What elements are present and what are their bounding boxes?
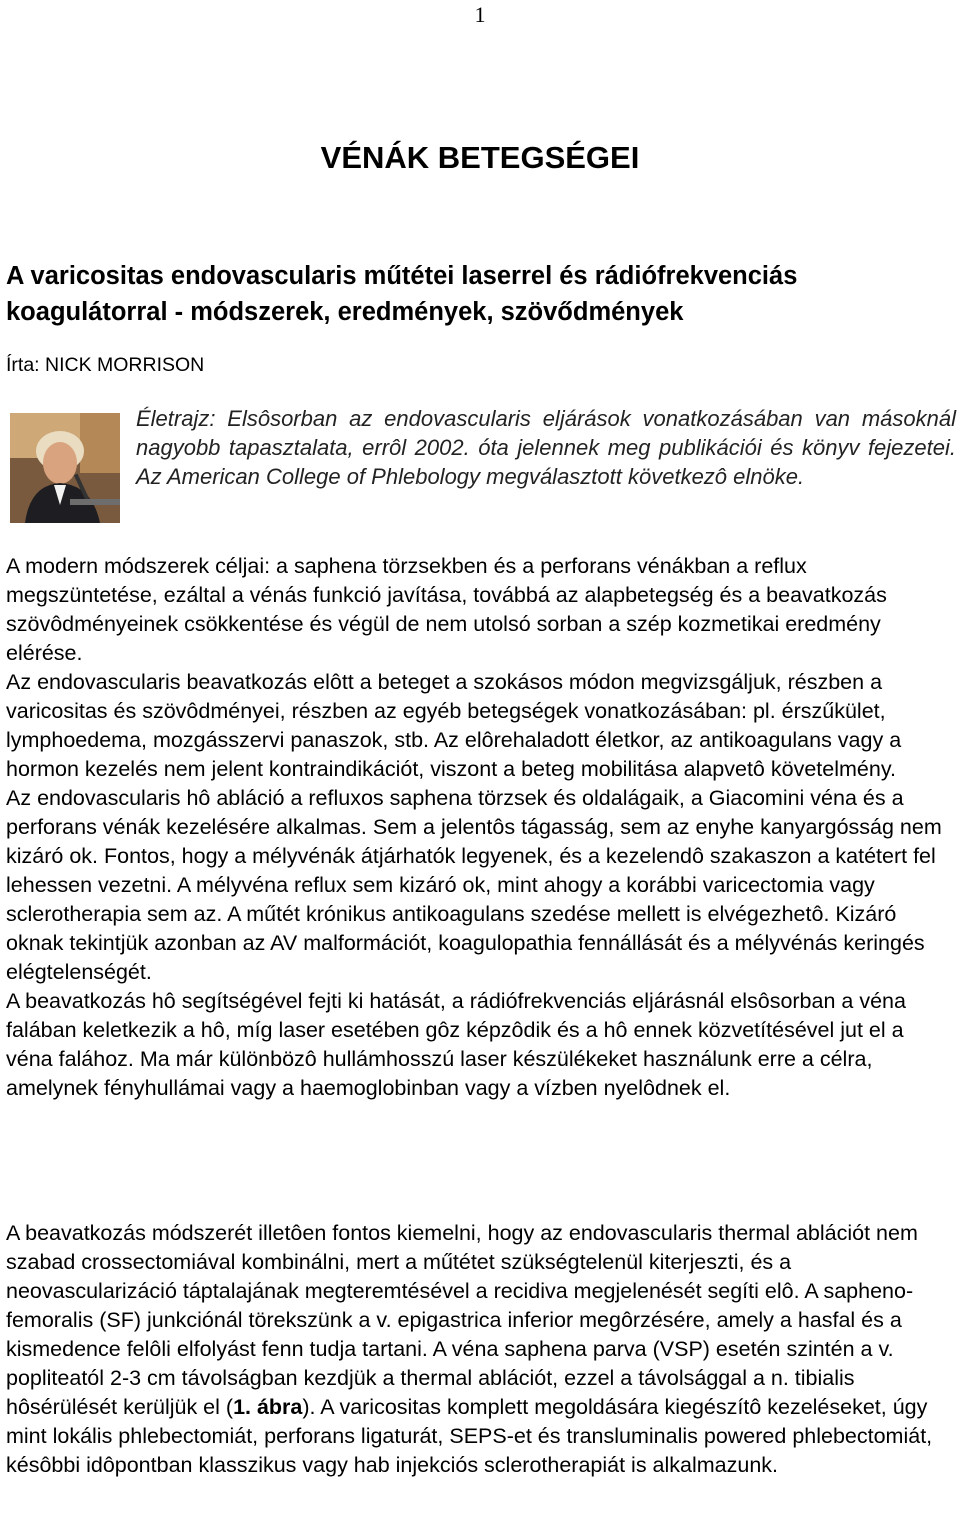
- paragraph-method: [6, 1219, 952, 1480]
- figure-reference: 1. ábra: [233, 1395, 303, 1419]
- paragraph-method-text-end: ). A varicositas komplett megoldására kiegészítô kezeléseket, úgy mint lokális phlebectomiát, perforans ligaturát, SEPS-et és transluminalis powered phlebectomiát, késôbbi idôpontban klasszikus vagy hab injekciós sclerotherapiát is alkalmazunk.: [6, 1395, 933, 1477]
- author-bio: Életrajz: Elsôsorban az endovascularis eljárások vonatkozásában van másoknál nagyobb tapasztalata, errôl 2002. óta jelennek meg publikációi és könyv fejezetei. Az American College of Phlebology megválasztott következô elnöke.: [136, 406, 956, 489]
- body-text-continued: [6, 1219, 952, 1480]
- body-text: [6, 552, 952, 1103]
- author-portrait-image: [10, 413, 120, 523]
- article-title: A varicositas endovascularis műtétei laserrel és rádiófrekvenciás koagulátorral - módszerek, eredmények, szövődmények: [6, 262, 798, 326]
- paragraph-examination: Az endovascularis beavatkozás elôtt a beteget a szokásos módon megvizsgáljuk, részben a varicositas és szövôdményei, részben az egyéb betegségek vonatkozásában: pl. érszűkület, lymphoedema, mozgásszervi panaszok, stb. Az elôrehaladott életkor, az antikoagulans vagy a hormon kezelés nem jelent kontraindikációt, viszont a beteg mobilitása alapvetô követelmény.: [6, 670, 902, 781]
- author-byline: Írta: NICK MORRISON: [6, 354, 205, 376]
- page-number: 1: [474, 2, 486, 27]
- main-title: VÉNÁK BETEGSÉGEI: [320, 140, 640, 175]
- paragraph-method-text: A beavatkozás módszerét illetôen fontos kiemelni, hogy az endovascularis thermal ablációt nem szabad crossectomiával kombinálni, mert a műtétet szükségtelenül kiterjeszti, és a neovascularizáció táptalajának megteremtésével a recidiva megjelenését segíti elô. A sapheno-femoralis (SF) junkciónál törekszünk a v. epigastrica inferior megôrzésére, amely a hasfal és a kismedence felôli elfolyást fenn tudja tartani. A véna saphena parva (VSP) esetén szintén a v. popliteatól 2-3 cm távolságban kezdjük a thermal ablációt, ezzel a távolsággal a n. tibialis hôsérülését kerüljük el (: [6, 1221, 918, 1419]
- paragraph-indications: Az endovascularis hô abláció a refluxos saphena törzsek és oldalágaik, a Giacomini véna és a perforans vénák kezelésére alkalmas. Sem a jelentôs tágasság, sem az enyhe kanyargósság nem kizáró ok. Fontos, hogy a mélyvénák átjárhatók legyenek, és a kezelendô szakaszon a katétert fel lehessen vezetni. A mélyvéna reflux sem kizáró ok, mint ahogy a korábbi varicectomia vagy sclerotherapia sem az. A műtét krónikus antikoagulans szedése mellett is elvégezhetô. Kizáró oknak tekintjük azonban az AV malformációt, koagulopathia fennállását és a mélyvénás keringés elégtelenségét.: [6, 786, 942, 984]
- paragraph-mechanism: A beavatkozás hô segítségével fejti ki hatását, a rádiófrekvenciás eljárásnál elsôsorban a véna falában keletkezik a hô, míg laser esetében gôz képzôdik és a hô ennek közvetítésével jut el a véna falához. Ma már különbözô hullámhosszú laser készülékeket használunk erre a célra, amelynek fényhullámai vagy a haemoglobinban vagy a vízben nyelôdnek el.: [6, 989, 906, 1100]
- paragraph-goals: A modern módszerek céljai: a saphena törzsekben és a perforans vénákban a reflux megszüntetése, ezáltal a vénás funkció javítása, továbbá az alapbetegség és a beavatkozás szövôdményeinek csökkentése és végül de nem utolsó sorban a szép kozmetikai eredmény elérése.: [6, 554, 887, 665]
- author-photo: [10, 413, 120, 523]
